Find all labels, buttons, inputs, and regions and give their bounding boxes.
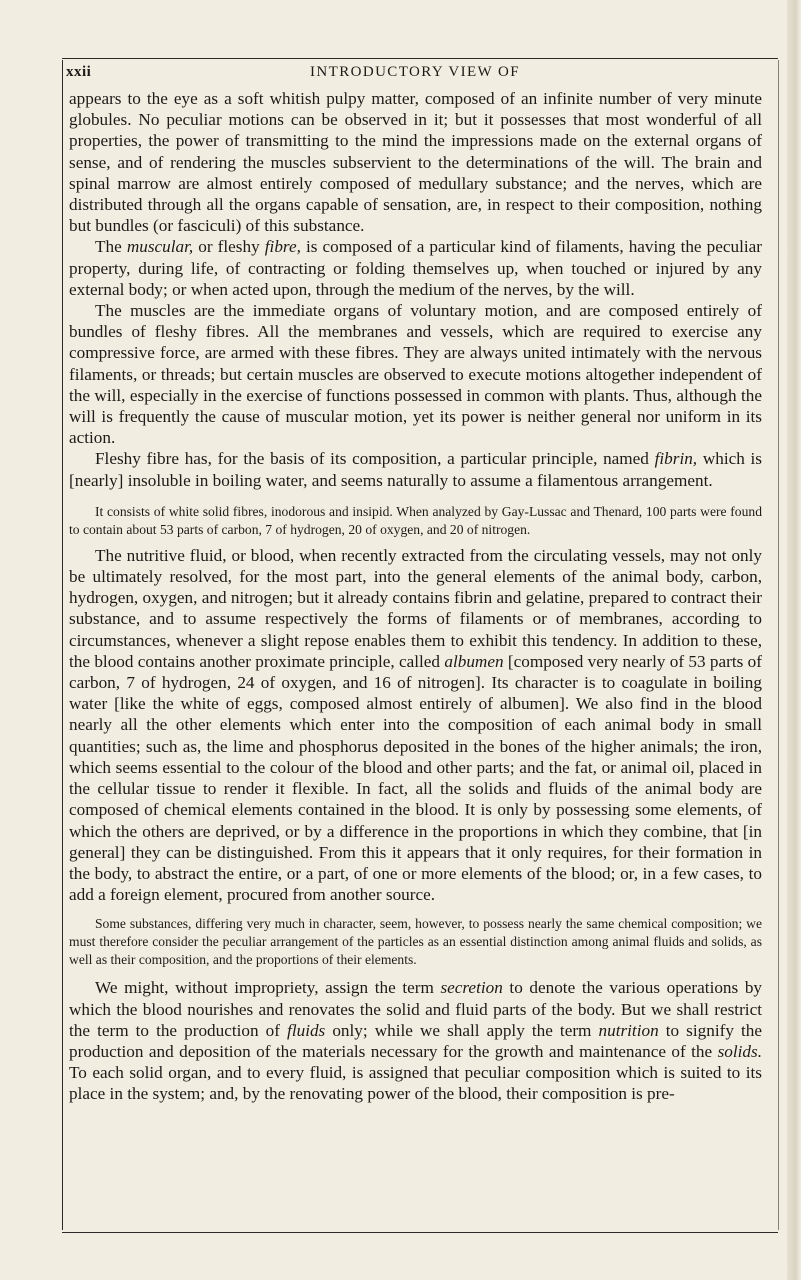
top-rule xyxy=(62,58,778,59)
paragraph-4-emphasis-fibrin: fibrin, xyxy=(654,449,698,469)
left-margin-rule xyxy=(62,60,63,1230)
paragraph-6-text: We might, without impropriety, assign the term xyxy=(95,978,441,998)
paragraph-2-text: is composed of a particular kind of filaments, having the peculiar property, during life, of contracting or folding themselves up, when touched or injured by any external body; or when acted upon, through the medium of the nerves, by the will. xyxy=(69,237,762,299)
paragraph-2-emphasis-muscular: muscular, xyxy=(126,237,194,257)
page-header xyxy=(66,64,764,86)
paragraph-2-emphasis-fibre: fibre, xyxy=(264,237,301,257)
paragraph-4-text: Fleshy fibre has, for the basis of its composition, a particular principle, named xyxy=(95,449,655,469)
paragraph-6-emphasis-nutrition: nutrition xyxy=(598,1020,659,1040)
paragraph-5-emphasis-albumen: albumen xyxy=(444,651,504,671)
paragraph-6-text: to denote the various operations by which the blood nourishes and renovates the solid and fluid parts of the body. But we shall restrict the term to the production of xyxy=(69,978,763,1040)
paragraph-5-text: [composed very nearly of 53 parts of carbon, 7 of hydrogen, 24 of oxygen, and 16 of nitrogen]. Its character is to coagulate in boiling water [like the white of eggs, composed almost entirely of albumen]. We also find in the blood nearly all the other elements which enter into the composition of each animal body in small quantities; such as, the lime and phosphorus deposited in the bones of the higher animals; the iron, which seems essential to the colour of the blood and other parts; and the fat, or animal oil, placed in the cellular tissue to render it flexible. In fact, all the solids and fluids of the animal body are composed of chemical elements contained in the blood. It is only by possessing some elements, of which the others are deprived, or by a difference in the proportions in which they combine, that [in general] they can be distinguished. From this it appears that it only requires, for their formation in the body, to abstract the entire, or a part, of one or more elements of the blood; or, in a few cases, to add a foreign element, procured from another source. xyxy=(69,651,762,905)
paragraph-6-text: only; while we shall apply the term xyxy=(325,1020,599,1040)
text-block xyxy=(69,88,762,1105)
paragraph-4 xyxy=(69,448,762,490)
paragraph-6-emphasis-solids: solids. xyxy=(717,1041,762,1061)
running-head: INTRODUCTORY VIEW OF xyxy=(310,64,520,80)
paragraph-4-text: which is [nearly] insoluble in boiling water, and seems naturally to assume a filamentous arrangement. xyxy=(69,449,762,490)
paragraph-2-text: or fleshy xyxy=(193,237,265,257)
paragraph-6 xyxy=(69,977,762,1104)
paragraph-6-emphasis-secretion: secretion xyxy=(440,978,503,998)
paragraph-3: The muscles are the immediate organs of voluntary motion, and are composed entirely of bundles of fleshy fibres. All the membranes and vessels, which are required to exercise any compressive force, are armed with these fibres. They are always united intimately with the nervous filaments, or threads; but certain muscles are observed to execute motions altogether independent of the will, especially in the exercise of functions possessed in common with plants. Thus, although the will is frequently the cause of muscular motion, yet its power is neither general nor uniform in its action. xyxy=(69,301,762,448)
page-number: xxii xyxy=(66,64,92,80)
paragraph-1: appears to the eye as a soft whitish pulpy matter, composed of an infinite number of very minute globules. No peculiar motions can be observed in it; but it possesses that most wonderful of all properties, the power of transmitting to the mind the impressions made on the external organs of sense, and of rendering the muscles subservient to the determinations of the will. The brain and spinal marrow are almost entirely composed of medullary substance; and the nerves, which are distributed through all the organs capable of sensation, are, in respect to their composition, nothing but bundles (or fasciculi) of this substance. xyxy=(69,89,762,236)
paragraph-5-text: The nutritive fluid, or blood, when recently extracted from the circulating vessels, may not only be ultimately resolved, for the most part, into the general elements of the animal body, carbon, hydrogen, oxygen, and nitrogen; but it already contains fibrin and gelatine, prepared to contract their substance, and to assume respectively the forms of filaments or of membranes, according to circumstances, whenever a slight repose enables them to exhibit this tendency. In addition to these, the blood contains another proximate principle, called xyxy=(69,545,762,671)
right-margin-rule xyxy=(778,60,779,1230)
bottom-rule xyxy=(62,1232,778,1233)
paragraph-6-emphasis-fluids: fluids xyxy=(287,1020,326,1040)
paragraph-2-text: The xyxy=(95,237,127,257)
page-edge xyxy=(787,0,801,1280)
paragraph-5 xyxy=(69,545,762,905)
paragraph-2 xyxy=(69,236,762,300)
paragraph-6-text: to signify the production and deposition of the materials necessary for the growth and maintenance of the xyxy=(69,1020,762,1061)
paragraph-6-text: To each solid organ, and to every fluid, is assigned that peculiar composition which is suited to its place in the system; and, by the renovating power of the blood, their composition is pre- xyxy=(69,1063,762,1104)
footnote-fibrin-analysis: It consists of white solid fibres, inodorous and insipid. When analyzed by Gay-Lussac and Thenard, 100 parts were found to contain about 53 parts of carbon, 7 of hydrogen, 20 of oxygen, and 20 of nitrogen. xyxy=(69,503,762,537)
footnote-chemical-composition: Some substances, differing very much in character, seem, however, to possess nearly the same chemical composition; we must therefore consider the peculiar arrangement of the particles as an essential distinction among animal fluids and solids, as well as their composition, and the proportions of their elements. xyxy=(69,916,762,968)
